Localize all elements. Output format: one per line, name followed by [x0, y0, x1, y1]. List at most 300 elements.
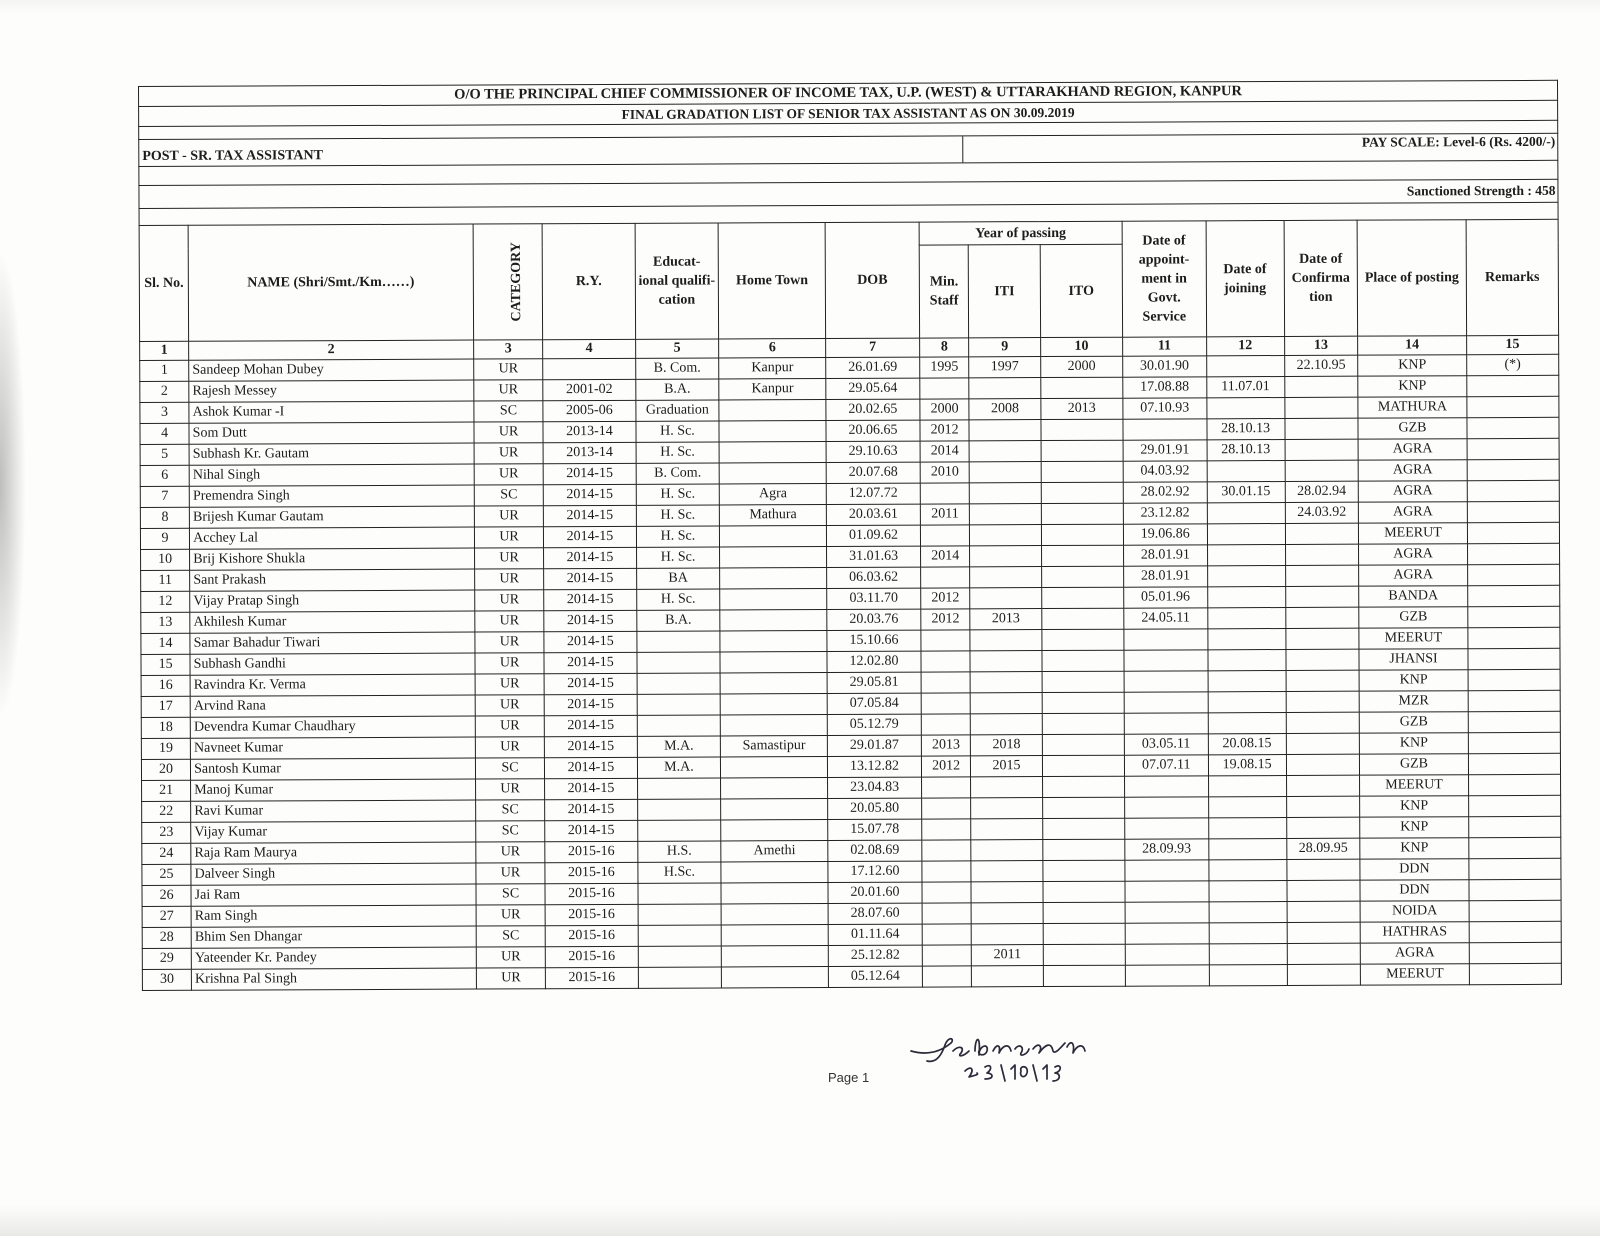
- education-cell: H. Sc.: [636, 442, 720, 463]
- remarks-cell: [1467, 396, 1559, 417]
- remarks-cell: [1468, 648, 1560, 669]
- iti-cell: [969, 420, 1041, 441]
- home-town-cell: [721, 798, 828, 819]
- remarks-cell: [1467, 585, 1559, 606]
- remarks-cell: [1469, 837, 1561, 858]
- education-cell: [637, 694, 721, 715]
- posting-cell: KNP: [1359, 670, 1468, 691]
- sl-cell: 27: [142, 906, 191, 927]
- iti-cell: [970, 693, 1042, 714]
- remarks-cell: [1468, 774, 1560, 795]
- name-cell: Subhash Kr. Gautam: [189, 443, 474, 465]
- name-cell: Arvind Rana: [190, 695, 475, 717]
- education-cell: M.A.: [637, 757, 721, 778]
- column-number: 12: [1206, 337, 1284, 356]
- joining-cell: 30.01.15: [1207, 482, 1285, 503]
- confirmation-cell: [1285, 628, 1359, 649]
- remarks-cell: [1468, 627, 1560, 648]
- list-title: FINAL GRADATION LIST OF SENIOR TAX ASSISTANT AS ON 30.09.2019: [138, 100, 1558, 126]
- ito-cell: [1043, 965, 1125, 986]
- min-staff-cell: [922, 903, 971, 924]
- remarks-cell: [1467, 543, 1559, 564]
- home-town-cell: [721, 693, 828, 714]
- ry-cell: 2014-15: [544, 631, 636, 652]
- name-cell: Ashok Kumar -I: [189, 401, 474, 423]
- min-staff-cell: [922, 798, 971, 819]
- min-staff-cell: [920, 483, 969, 504]
- ry-cell: 2014-15: [544, 568, 636, 589]
- education-cell: [638, 946, 722, 967]
- confirmation-cell: [1286, 712, 1360, 733]
- min-staff-cell: [922, 861, 971, 882]
- category-cell: UR: [475, 611, 545, 632]
- col-appointment: Date of appoint-ment in Govt. Service: [1122, 221, 1206, 337]
- home-town-cell: Amethi: [721, 840, 828, 861]
- category-cell: UR: [474, 443, 544, 464]
- remarks-cell: [1469, 921, 1561, 942]
- confirmation-cell: [1285, 586, 1359, 607]
- dob-cell: 01.09.62: [826, 525, 920, 546]
- home-town-cell: [722, 924, 829, 945]
- ito-cell: [1043, 944, 1125, 965]
- min-staff-cell: 2012: [920, 420, 969, 441]
- home-town-cell: Kanpur: [719, 379, 826, 400]
- joining-cell: 28.10.13: [1207, 419, 1285, 440]
- education-cell: H. Sc.: [636, 484, 720, 505]
- col-year-of-passing: Year of passing: [919, 221, 1122, 245]
- appointment-cell: [1124, 713, 1208, 734]
- iti-cell: [970, 504, 1042, 525]
- dob-cell: 20.07.68: [826, 462, 920, 483]
- appointment-cell: [1125, 881, 1209, 902]
- sl-cell: 12: [141, 591, 190, 612]
- home-town-cell: [721, 756, 828, 777]
- ito-cell: [1041, 461, 1123, 482]
- ito-cell: [1041, 440, 1123, 461]
- ry-cell: 2014-15: [544, 526, 636, 547]
- joining-cell: 28.10.13: [1207, 440, 1285, 461]
- ito-cell: [1042, 587, 1124, 608]
- joining-cell: [1208, 691, 1286, 712]
- iti-cell: [972, 966, 1044, 987]
- home-town-cell: [720, 568, 827, 589]
- category-cell: UR: [476, 863, 546, 884]
- posting-cell: AGRA: [1358, 460, 1467, 481]
- appointment-cell: [1124, 650, 1208, 671]
- iti-cell: 2011: [971, 945, 1043, 966]
- posting-cell: KNP: [1360, 733, 1469, 754]
- joining-cell: [1207, 544, 1285, 565]
- home-town-cell: Mathura: [720, 505, 827, 526]
- ito-cell: [1042, 629, 1124, 650]
- home-town-cell: [722, 945, 829, 966]
- remarks-cell: [1468, 753, 1560, 774]
- column-number: 7: [826, 338, 920, 357]
- col-remarks: Remarks: [1466, 219, 1559, 335]
- home-town-cell: [719, 442, 826, 463]
- min-staff-cell: [922, 966, 971, 987]
- iti-cell: [970, 714, 1042, 735]
- ry-cell: 2014-15: [544, 610, 636, 631]
- sl-cell: 1: [140, 360, 189, 381]
- appointment-cell: 07.10.93: [1123, 398, 1207, 419]
- education-cell: B.A.: [635, 379, 719, 400]
- joining-cell: [1208, 796, 1286, 817]
- sl-cell: 18: [141, 717, 190, 738]
- remarks-cell: [1467, 417, 1559, 438]
- ito-cell: [1041, 419, 1123, 440]
- remarks-cell: [1468, 711, 1560, 732]
- education-cell: H.S.: [637, 841, 721, 862]
- category-cell: UR: [475, 737, 545, 758]
- dob-cell: 23.04.83: [827, 777, 921, 798]
- column-number: 1: [140, 341, 189, 360]
- dob-cell: 05.12.64: [828, 966, 922, 987]
- confirmation-cell: [1286, 670, 1360, 691]
- name-cell: Subhash Gandhi: [190, 653, 475, 675]
- posting-cell: HATHRAS: [1360, 922, 1469, 943]
- col-confirmation: Date of Confirma tion: [1284, 220, 1358, 336]
- sl-cell: 6: [140, 465, 189, 486]
- appointment-cell: 28.02.92: [1123, 482, 1207, 503]
- remarks-cell: [1468, 669, 1560, 690]
- category-cell: UR: [474, 527, 544, 548]
- appointment-cell: 17.08.88: [1123, 377, 1207, 398]
- ry-cell: 2014-15: [544, 547, 636, 568]
- remarks-cell: [1468, 795, 1560, 816]
- ry-cell: 2014-15: [545, 736, 637, 757]
- column-number: 5: [635, 339, 719, 358]
- education-cell: H. Sc.: [636, 589, 720, 610]
- column-number: 10: [1040, 337, 1122, 356]
- column-number: 3: [473, 340, 543, 359]
- appointment-cell: [1125, 965, 1209, 986]
- confirmation-cell: [1285, 439, 1359, 460]
- iti-cell: [971, 819, 1043, 840]
- category-cell: UR: [474, 506, 544, 527]
- ito-cell: [1042, 713, 1124, 734]
- remarks-cell: [1467, 480, 1559, 501]
- iti-cell: [971, 777, 1043, 798]
- dob-cell: 29.05.64: [826, 378, 920, 399]
- min-staff-cell: 2013: [921, 735, 970, 756]
- ry-cell: 2005-06: [543, 400, 635, 421]
- column-number: 4: [543, 339, 635, 358]
- sl-cell: 2: [140, 381, 189, 402]
- confirmation-cell: [1285, 544, 1359, 565]
- min-staff-cell: [921, 651, 970, 672]
- col-min-staff: Min. Staff: [919, 245, 969, 338]
- home-town-cell: [721, 777, 828, 798]
- education-cell: [636, 631, 720, 652]
- confirmation-cell: [1286, 775, 1360, 796]
- confirmation-cell: [1287, 901, 1361, 922]
- education-cell: M.A.: [637, 736, 721, 757]
- iti-cell: [970, 630, 1042, 651]
- home-town-cell: [719, 400, 826, 421]
- sl-cell: 8: [140, 507, 189, 528]
- joining-cell: [1208, 628, 1286, 649]
- joining-cell: [1208, 817, 1286, 838]
- home-town-cell: Samastipur: [721, 735, 828, 756]
- name-cell: Ravindra Kr. Verma: [190, 674, 475, 696]
- ito-cell: 2013: [1041, 398, 1123, 419]
- column-number: 6: [719, 339, 826, 358]
- ry-cell: 2013-14: [543, 421, 635, 442]
- iti-cell: [971, 903, 1043, 924]
- category-cell: UR: [474, 548, 544, 569]
- ry-cell: 2014-15: [545, 757, 637, 778]
- ry-cell: 2015-16: [545, 883, 637, 904]
- min-staff-cell: 2012: [921, 609, 970, 630]
- min-staff-cell: [922, 945, 971, 966]
- ry-cell: [543, 358, 635, 379]
- column-number: 8: [920, 338, 969, 357]
- category-cell: UR: [476, 968, 546, 989]
- dob-cell: 12.07.72: [826, 483, 920, 504]
- posting-cell: KNP: [1360, 838, 1469, 859]
- confirmation-cell: [1287, 943, 1361, 964]
- sl-cell: 17: [141, 696, 190, 717]
- education-cell: [637, 673, 721, 694]
- name-cell: Akhilesh Kumar: [190, 611, 475, 633]
- dob-cell: 02.08.69: [828, 840, 922, 861]
- min-staff-cell: [922, 819, 971, 840]
- posting-cell: GZB: [1358, 418, 1467, 439]
- dob-cell: 13.12.82: [827, 756, 921, 777]
- appointment-cell: 05.01.96: [1124, 587, 1208, 608]
- remarks-cell: [1469, 858, 1561, 879]
- confirmation-cell: [1286, 733, 1360, 754]
- min-staff-cell: [921, 714, 970, 735]
- ito-cell: [1043, 797, 1125, 818]
- education-cell: [637, 799, 721, 820]
- joining-cell: [1208, 670, 1286, 691]
- sl-cell: 24: [142, 843, 191, 864]
- posting-cell: JHANSI: [1359, 649, 1468, 670]
- ito-cell: [1041, 377, 1123, 398]
- education-cell: Graduation: [635, 400, 719, 421]
- name-cell: Santosh Kumar: [191, 758, 476, 780]
- sl-cell: 13: [141, 612, 190, 633]
- sl-cell: 19: [141, 738, 190, 759]
- category-cell: UR: [473, 359, 543, 380]
- remarks-cell: [1468, 606, 1560, 627]
- name-cell: Krishna Pal Singh: [191, 968, 476, 990]
- ito-cell: [1041, 503, 1123, 524]
- office-title: O/O THE PRINCIPAL CHIEF COMMISSIONER OF INCOME TAX, U.P. (WEST) & UTTARAKHAND REGION, KANPUR: [138, 80, 1558, 106]
- sl-cell: 5: [140, 444, 189, 465]
- name-cell: Dalveer Singh: [191, 863, 476, 885]
- appointment-cell: 28.01.91: [1123, 545, 1207, 566]
- sl-cell: 15: [141, 654, 190, 675]
- iti-cell: 1997: [969, 357, 1041, 378]
- home-town-cell: [720, 547, 827, 568]
- ito-cell: [1042, 650, 1124, 671]
- joining-cell: [1209, 943, 1287, 964]
- col-category: CATEGORY: [473, 224, 543, 340]
- posting-cell: MATHURA: [1358, 397, 1467, 418]
- confirmation-cell: 22.10.95: [1284, 355, 1358, 376]
- appointment-cell: [1125, 923, 1209, 944]
- ito-cell: [1042, 608, 1124, 629]
- name-cell: Sandeep Mohan Dubey: [189, 359, 474, 381]
- appointment-cell: 23.12.82: [1123, 503, 1207, 524]
- sl-cell: 29: [142, 948, 191, 969]
- confirmation-cell: [1286, 649, 1360, 670]
- ry-cell: 2014-15: [544, 673, 636, 694]
- page-number: Page 1: [828, 1070, 870, 1085]
- min-staff-cell: [922, 777, 971, 798]
- sl-cell: 28: [142, 927, 191, 948]
- joining-cell: [1207, 565, 1285, 586]
- dob-cell: 05.12.79: [827, 714, 921, 735]
- remarks-cell: (*): [1466, 354, 1558, 375]
- dob-cell: 15.10.66: [827, 630, 921, 651]
- column-number: 14: [1358, 336, 1467, 355]
- min-staff-cell: 2010: [920, 462, 969, 483]
- category-cell: UR: [475, 695, 545, 716]
- column-number: 9: [969, 338, 1041, 357]
- posting-cell: KNP: [1360, 796, 1469, 817]
- joining-cell: [1207, 586, 1285, 607]
- col-posting: Place of posting: [1357, 220, 1466, 336]
- joining-cell: [1208, 712, 1286, 733]
- posting-cell: KNP: [1360, 817, 1469, 838]
- iti-cell: [971, 861, 1043, 882]
- education-cell: [637, 715, 721, 736]
- iti-cell: [969, 378, 1041, 399]
- ito-cell: [1041, 545, 1123, 566]
- posting-cell: GZB: [1359, 712, 1468, 733]
- ito-cell: [1042, 734, 1124, 755]
- appointment-cell: 28.09.93: [1125, 839, 1209, 860]
- category-cell: UR: [475, 632, 545, 653]
- ito-cell: [1042, 776, 1124, 797]
- col-education: Educat-ional qualifi-cation: [635, 223, 719, 339]
- confirmation-cell: 28.02.94: [1285, 481, 1359, 502]
- name-cell: Som Dutt: [189, 422, 474, 444]
- scan-shadow: [0, 250, 26, 720]
- category-cell: SC: [475, 758, 545, 779]
- name-cell: Vijay Kumar: [191, 821, 476, 843]
- iti-cell: 2015: [971, 756, 1043, 777]
- min-staff-cell: [921, 630, 970, 651]
- min-staff-cell: [920, 378, 969, 399]
- ito-cell: [1042, 671, 1124, 692]
- gradation-document: [138, 80, 1562, 991]
- posting-cell: KNP: [1358, 355, 1467, 376]
- confirmation-cell: [1286, 859, 1360, 880]
- min-staff-cell: [922, 924, 971, 945]
- ry-cell: 2015-16: [545, 862, 637, 883]
- posting-cell: BANDA: [1359, 586, 1468, 607]
- appointment-cell: [1124, 797, 1208, 818]
- joining-cell: [1206, 356, 1284, 377]
- ry-cell: 2014-15: [544, 589, 636, 610]
- column-number: 11: [1122, 337, 1206, 356]
- appointment-cell: [1124, 776, 1208, 797]
- home-town-cell: [720, 589, 827, 610]
- joining-cell: 11.07.01: [1207, 377, 1285, 398]
- joining-cell: [1209, 880, 1287, 901]
- appointment-cell: 28.01.91: [1123, 566, 1207, 587]
- col-ito: ITO: [1040, 244, 1122, 337]
- ry-cell: 2014-15: [544, 652, 636, 673]
- confirmation-cell: [1285, 607, 1359, 628]
- category-cell: UR: [474, 422, 544, 443]
- ry-cell: 2014-15: [544, 484, 636, 505]
- education-cell: H. Sc.: [636, 526, 720, 547]
- appointment-cell: 24.05.11: [1124, 608, 1208, 629]
- joining-cell: [1207, 398, 1285, 419]
- posting-cell: AGRA: [1359, 565, 1468, 586]
- ry-cell: 2014-15: [544, 505, 636, 526]
- education-cell: [637, 820, 721, 841]
- ito-cell: 2000: [1041, 356, 1123, 377]
- name-cell: Rajesh Messey: [189, 380, 474, 402]
- confirmation-cell: [1286, 691, 1360, 712]
- gradation-table: [139, 219, 1562, 991]
- posting-cell: DDN: [1360, 859, 1469, 880]
- posting-cell: KNP: [1358, 376, 1467, 397]
- category-cell: UR: [475, 716, 545, 737]
- education-cell: B. Com.: [636, 463, 720, 484]
- remarks-cell: [1469, 963, 1561, 984]
- joining-cell: [1207, 523, 1285, 544]
- iti-cell: 2018: [971, 735, 1043, 756]
- post-label: POST - SR. TAX ASSISTANT: [139, 136, 963, 166]
- home-town-cell: [721, 861, 828, 882]
- column-number: 15: [1466, 335, 1558, 354]
- min-staff-cell: [921, 567, 970, 588]
- confirmation-cell: [1287, 880, 1361, 901]
- dob-cell: 20.02.65: [826, 399, 920, 420]
- education-cell: [638, 904, 722, 925]
- min-staff-cell: [921, 672, 970, 693]
- home-town-cell: [720, 651, 827, 672]
- col-sl: Sl. No.: [139, 225, 189, 341]
- appointment-cell: [1124, 671, 1208, 692]
- dob-cell: 12.02.80: [827, 651, 921, 672]
- ry-cell: 2015-16: [546, 967, 638, 988]
- ry-cell: 2015-16: [545, 841, 637, 862]
- ito-cell: [1043, 923, 1125, 944]
- home-town-cell: [720, 610, 827, 631]
- min-staff-cell: 2012: [922, 756, 971, 777]
- iti-cell: [970, 588, 1042, 609]
- min-staff-cell: 2012: [921, 588, 970, 609]
- dob-cell: 31.01.63: [826, 546, 920, 567]
- table-body: [140, 354, 1562, 990]
- appointment-cell: 29.01.91: [1123, 440, 1207, 461]
- confirmation-cell: [1284, 376, 1358, 397]
- min-staff-cell: [922, 882, 971, 903]
- home-town-cell: [719, 421, 826, 442]
- name-cell: Nihal Singh: [189, 464, 474, 486]
- appointment-cell: 03.05.11: [1124, 734, 1208, 755]
- dob-cell: 20.03.61: [826, 504, 920, 525]
- iti-cell: [970, 672, 1042, 693]
- ry-cell: 2013-14: [543, 442, 635, 463]
- ry-cell: 2001-02: [543, 379, 635, 400]
- remarks-cell: [1469, 879, 1561, 900]
- remarks-cell: [1467, 564, 1559, 585]
- iti-cell: [970, 567, 1042, 588]
- posting-cell: MEERUT: [1359, 523, 1468, 544]
- iti-cell: [969, 483, 1041, 504]
- remarks-cell: [1467, 438, 1559, 459]
